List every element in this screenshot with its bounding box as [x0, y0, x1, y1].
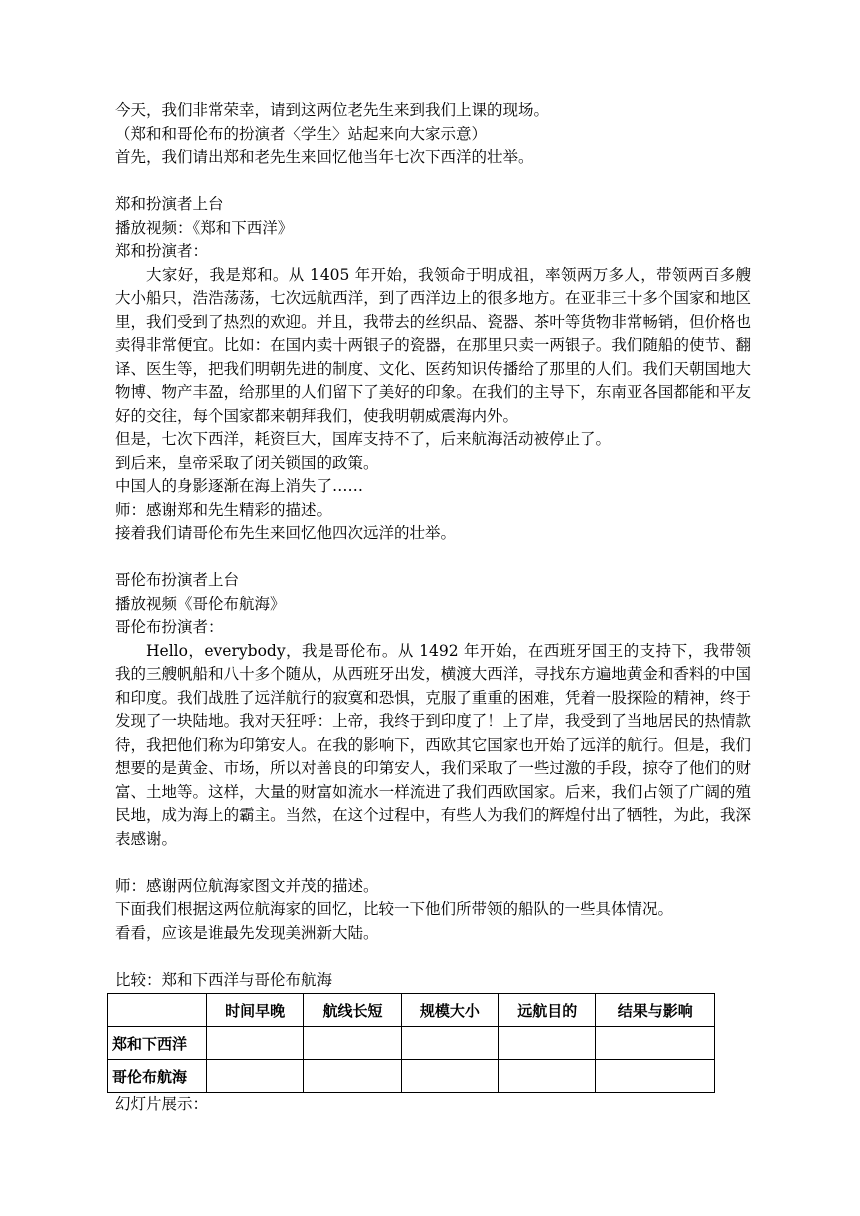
- table-row: [108, 1060, 715, 1093]
- table-header-cell: [108, 994, 207, 1027]
- row-label: 郑和下西洋: [108, 1027, 207, 1060]
- table-header-cell: 远航目的: [499, 994, 596, 1027]
- blank-line: [115, 546, 751, 570]
- table-cell: [401, 1060, 498, 1093]
- blank-line: [115, 170, 751, 194]
- zhenghe-video-note: 播放视频：《郑和下西洋》: [115, 218, 294, 237]
- columbus-stage-direction: 哥伦布扮演者上台: [115, 571, 240, 589]
- teacher-line: 下面我们根据这两位航海家的回忆，比较一下他们所带领的船队的一些具体情况。: [115, 900, 674, 918]
- intro-line: 今天，我们非常荣幸，请到这两位老先生来到我们上课的现场。: [115, 101, 550, 119]
- teacher-line: 师：感谢两位航海家图文并茂的描述。: [115, 876, 379, 895]
- slides-note: 幻灯片展示：: [115, 1095, 209, 1113]
- table-header-cell: 时间早晚: [207, 994, 304, 1027]
- row-label: 哥伦布航海: [108, 1060, 207, 1093]
- comparison-table: [107, 993, 715, 1093]
- blank-line: [115, 945, 751, 969]
- table-caption: 比较：郑和下西洋与哥伦布航海: [115, 970, 333, 989]
- teacher-line: 接着我们请哥伦布先生来回忆他四次远洋的壮举。: [115, 524, 457, 542]
- teacher-line: 师：感谢郑和先生精彩的描述。: [115, 500, 333, 519]
- table-cell: [207, 1060, 304, 1093]
- table-row: [108, 1027, 715, 1060]
- table-cell: [304, 1027, 401, 1060]
- table-header-cell: 规模大小: [401, 994, 498, 1027]
- columbus-speech: Hello，everybody，我是哥伦布。从 1492 年开始，在西班牙国王的支持下，我带领我的三艘帆船和八十多个随从，从西班牙出发，横渡大西洋，寻找东方遍地黄金和香料的中国和印度。我们战胜了远洋航行的寂寞和恐惧，克服了重重的困难，凭着一股探险的精神，终于发现了一块陆地。我对天狂呼：上帝，我终于到印度了！上了岸，我受到了当地居民的热情款待，我把他们称为印第安人。在我的影响下，西欧其它国家也开始了远洋的航行。但是，我们想要的是黄金、市场，所以对善良的印第安人，我们采取了一些过激的手段，掠夺了他们的财富、土地等。这样，大量的财富如流水一样流进了我们西欧国家。后来，我们占领了广阔的殖民地，成为海上的霸主。当然，在这个过程中，有些人为我们的辉煌付出了牺牲，为此，我深表感谢。: [115, 641, 751, 848]
- teacher-line: 看看，应该是谁最先发现美洲新大陆。: [115, 923, 379, 942]
- table-cell: [304, 1060, 401, 1093]
- table-header-cell: 结果与影响: [596, 994, 715, 1027]
- table-cell: [499, 1027, 596, 1060]
- document-page: [112, 99, 751, 1117]
- blank-line: [115, 851, 751, 875]
- table-header-row: [108, 994, 715, 1027]
- table-cell: [207, 1027, 304, 1060]
- columbus-speaker-label: 哥伦布扮演者：: [115, 618, 224, 636]
- table-header-cell: 航线长短: [304, 994, 401, 1027]
- intro-line: 首先，我们请出郑和老先生来回忆他当年七次下西洋的壮举。: [115, 148, 534, 166]
- zhenghe-stage-direction: 郑和扮演者上台: [115, 195, 224, 213]
- zhenghe-speech: 大家好，我是郑和。从 1405 年开始，我领命于明成祖，率领两万多人，带领两百多艘大小船只，浩浩荡荡，七次远航西洋，到了西洋边上的很多地方。在亚非三十多个国家和地区里，我们受到了热烈的欢迎。并且，我带去的丝织品、瓷器、茶叶等货物非常畅销，但价格也卖得非常便宜。比如：在国内卖十两银子的瓷器，在那里只卖一两银子。我们随船的使节、翻译、医生等，把我们明朝先进的制度、文化、医药知识传播给了那里的人们。我们天朝国地大物博、物产丰盈，给那里的人们留下了美好的印象。在我们的主导下，东南亚各国都能和平友好的交往，每个国家都来朝拜我们，使我明朝威震海内外。: [115, 265, 751, 425]
- narration-line: 中国人的身影逐渐在海上消失了……: [115, 477, 364, 495]
- columbus-video-note: 播放视频《哥伦布航海》: [115, 594, 286, 613]
- narration-line: 到后来，皇帝采取了闭关锁国的政策。: [115, 453, 379, 472]
- table-cell: [401, 1027, 498, 1060]
- table-cell: [499, 1060, 596, 1093]
- table-cell: [596, 1060, 715, 1093]
- intro-line: （郑和和哥伦布的扮演者〈学生〉站起来向大家示意）: [115, 124, 488, 143]
- zhenghe-speaker-label: 郑和扮演者：: [115, 242, 209, 260]
- table-cell: [596, 1027, 715, 1060]
- narration-line: 但是，七次下西洋，耗资巨大，国库支持不了，后来航海活动被停止了。: [115, 430, 612, 448]
